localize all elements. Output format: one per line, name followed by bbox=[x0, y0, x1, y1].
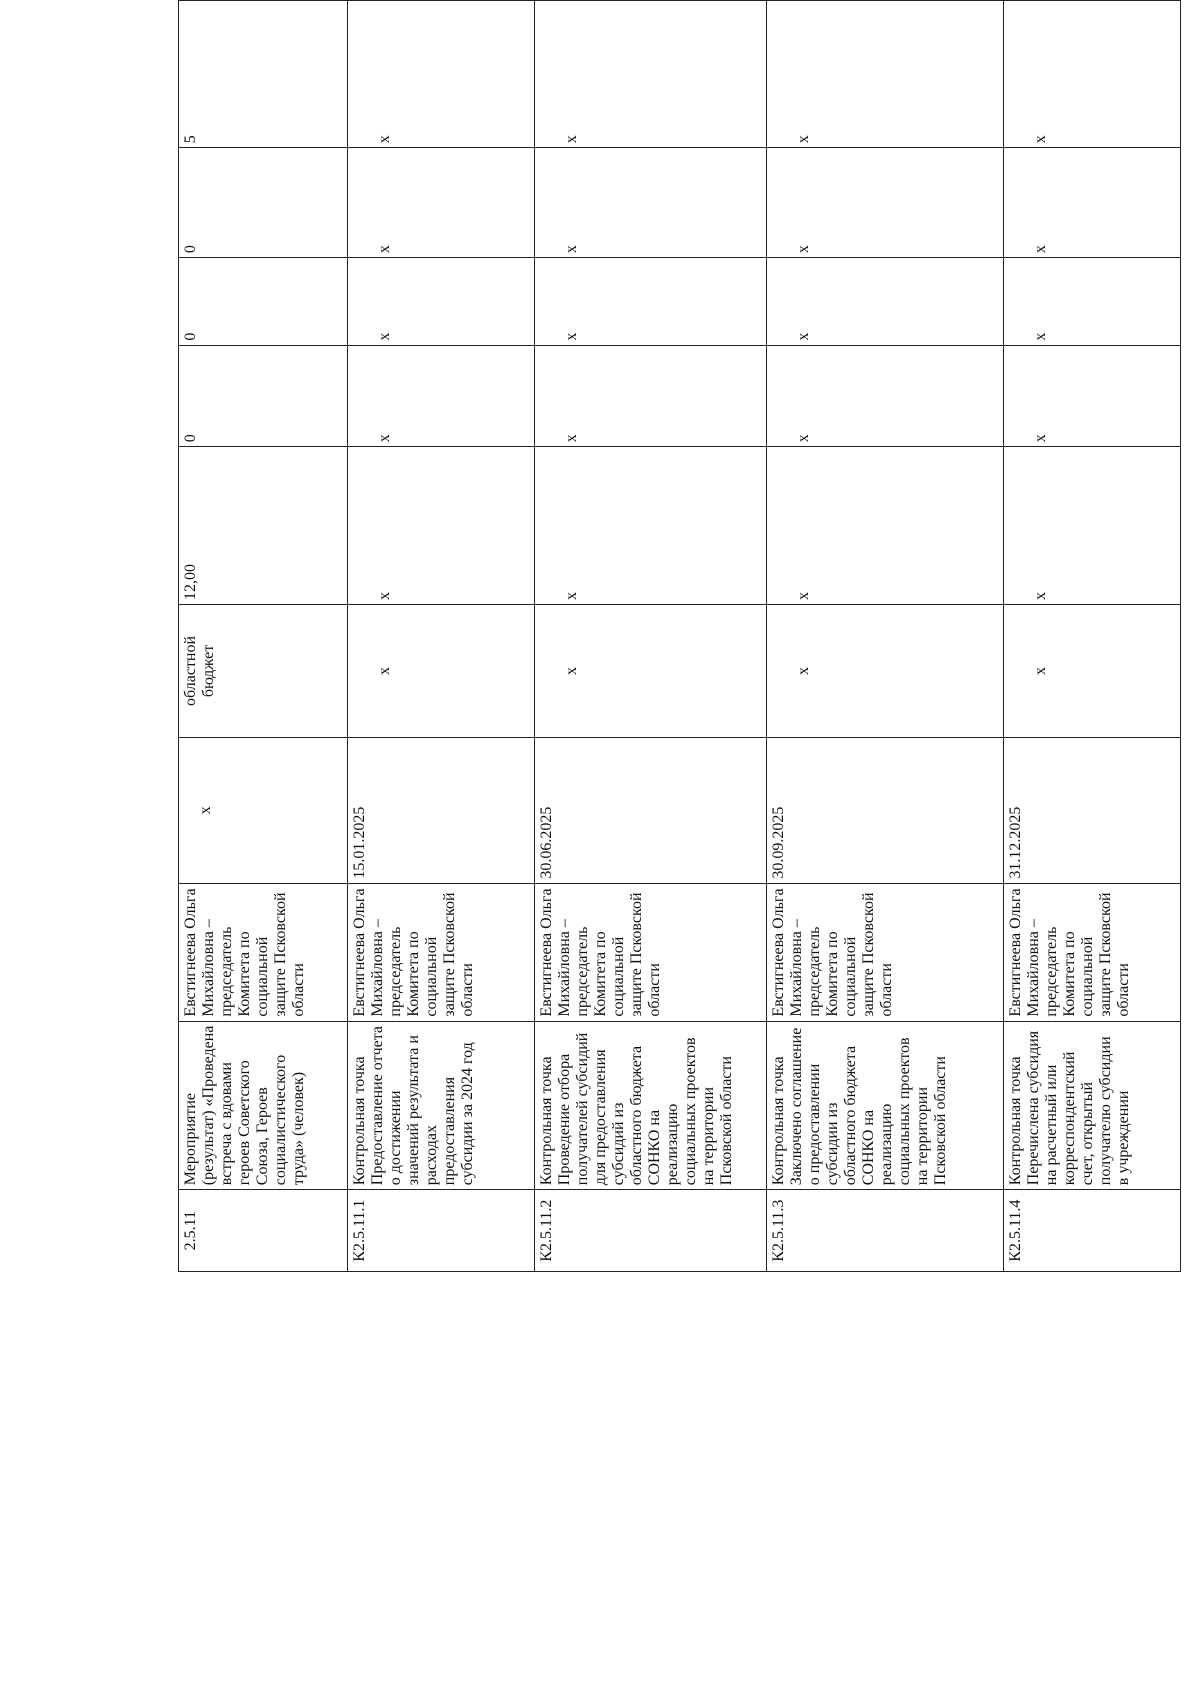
deadline-date: х bbox=[179, 737, 348, 883]
value-cell: х bbox=[767, 148, 1004, 258]
table-row bbox=[767, 1, 1004, 1272]
deadline-date: 30.06.2025 bbox=[535, 737, 767, 883]
value-cell: х bbox=[348, 1, 535, 148]
value-cell: х bbox=[767, 345, 1004, 447]
row-number: К2.5.11.4 bbox=[1004, 1190, 1181, 1272]
row-number: К2.5.11.3 bbox=[767, 1190, 1004, 1272]
funding-source: х bbox=[767, 605, 1004, 738]
funding-source: х bbox=[348, 605, 535, 738]
activity-name: Контрольная точка Заключено соглашение о предоставлении субсидии из областного бюджета СОНКО на реализацию социальных проектов на территории Псковской области bbox=[767, 1021, 1004, 1190]
row-number: К2.5.11.2 bbox=[535, 1190, 767, 1272]
value-cell: х bbox=[348, 345, 535, 447]
deadline-date: 15.01.2025 bbox=[348, 737, 535, 883]
value-cell: 0 bbox=[179, 345, 348, 447]
value-cell: х bbox=[348, 258, 535, 345]
table-row bbox=[1004, 1, 1181, 1272]
responsible-person: Евстигнеева Ольга Михайловна – председатель Комитета по социальной защите Псковской области bbox=[348, 883, 535, 1021]
table-row bbox=[348, 1, 535, 1272]
activity-table bbox=[178, 0, 1181, 1272]
value-cell: 0 bbox=[179, 148, 348, 258]
funding-source: х bbox=[535, 605, 767, 738]
activity-name: Контрольная точка Перечислена субсидия на расчетный или корреспондентский счет, открытый получателю субсидии в учреждении bbox=[1004, 1021, 1181, 1190]
value-cell: х bbox=[767, 1, 1004, 148]
value-cell: х bbox=[348, 148, 535, 258]
value-cell: х bbox=[535, 447, 767, 605]
value-cell: х bbox=[535, 258, 767, 345]
value-cell: х bbox=[535, 148, 767, 258]
funding-source: х bbox=[1004, 605, 1181, 738]
value-cell: х bbox=[1004, 258, 1181, 345]
responsible-person: Евстигнеева Ольга Михайловна – председатель Комитета по социальной защите Псковской области bbox=[767, 883, 1004, 1021]
activity-name: Контрольная точка Предоставление отчета о достижении значений результата и расходах предоставления субсидии за 2024 год bbox=[348, 1021, 535, 1190]
responsible-person: Евстигнеева Ольга Михайловна – председатель Комитета по социальной защите Псковской области bbox=[1004, 883, 1181, 1021]
value-cell: х bbox=[1004, 1, 1181, 148]
value-cell: х bbox=[767, 258, 1004, 345]
value-cell: х bbox=[1004, 148, 1181, 258]
value-cell: х bbox=[535, 345, 767, 447]
value-cell: х bbox=[1004, 447, 1181, 605]
activity-name: Мероприятие (результат) «Проведена встреча с вдовами героев Советского Союза, Героев социалистического труда» (человек) bbox=[179, 1021, 348, 1190]
value-cell: х bbox=[535, 1, 767, 148]
row-number: К2.5.11.1 bbox=[348, 1190, 535, 1272]
value-cell: 0 bbox=[179, 258, 348, 345]
value-cell: х bbox=[1004, 345, 1181, 447]
deadline-date: 30.09.2025 bbox=[767, 737, 1004, 883]
value-cell: х bbox=[348, 447, 535, 605]
funding-source: областной бюджет bbox=[179, 605, 348, 738]
responsible-person: Евстигнеева Ольга Михайловна – председатель Комитета по социальной защите Псковской области bbox=[179, 883, 348, 1021]
value-cell: 12,00 bbox=[179, 447, 348, 605]
row-number: 2.5.11 bbox=[179, 1190, 348, 1272]
deadline-date: 31.12.2025 bbox=[1004, 737, 1181, 883]
value-cell: х bbox=[767, 447, 1004, 605]
responsible-person: Евстигнеева Ольга Михайловна – председатель Комитета по социальной защите Псковской области bbox=[535, 883, 767, 1021]
table-row bbox=[179, 1, 348, 1272]
table-row bbox=[535, 1, 767, 1272]
value-cell: 5 bbox=[179, 1, 348, 148]
activity-name: Контрольная точка Проведение отбора получателей субсидий для предоставления субсидий из областного бюджета СОНКО на реализацию социальных проектов на территории Псковской области bbox=[535, 1021, 767, 1190]
